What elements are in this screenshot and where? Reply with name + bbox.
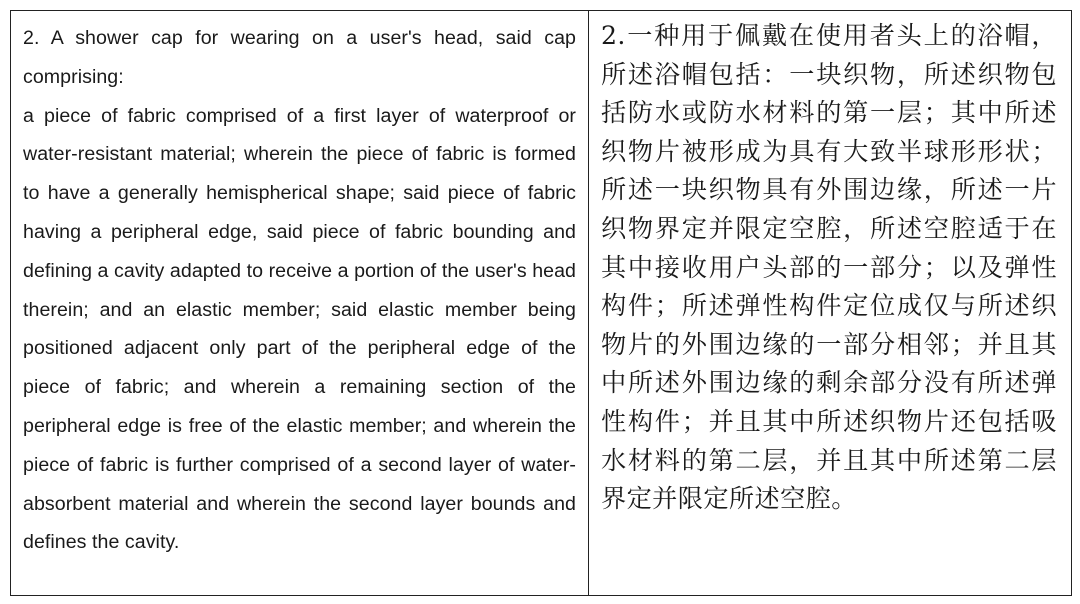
english-claim-cell (11, 11, 589, 595)
chinese-claim-text: 2.一种用于佩戴在使用者头上的浴帽，所述浴帽包括：一块织物，所述织物包括防水或防水材料的第一层；其中所述织物片被形成为具有大致半球形形状；所述一块织物具有外围边缘，所述一片织物界定并限定空腔，所述空腔适于在其中接收用户头部的一部分；以及弹性构件；所述弹性构件定位成仅与所述织物片的外围边缘的一部分相邻；并且其中所述外围边缘的剩余部分没有所述弹性构件；并且其中所述织物片还包括吸水材料的第二层，并且其中所述第二层界定并限定所述空腔。 (601, 21, 1057, 514)
chinese-claim-cell (589, 11, 1071, 595)
claim-comparison-table (10, 10, 1072, 596)
english-claim-body: a piece of fabric comprised of a first layer of waterproof or water-resistant material; wherein the piece of fabric is formed to have a generally hemispherical shape; said piece of fabric having a peripheral edge, said piece of fabric bounding and defining a cavity adapted to receive a portion of the user's head therein; and an elastic member; said elastic member being positioned adjacent only part of the peripheral edge of the piece of fabric; and wherein a remaining section of the peripheral edge is free of the elastic member; and wherein the piece of fabric is further comprised of a second layer of water-absorbent material and wherein the second layer bounds and defines the cavity. (23, 104, 576, 554)
english-claim-heading: 2. A shower cap for wearing on a user's head, said cap comprising: (23, 27, 576, 88)
